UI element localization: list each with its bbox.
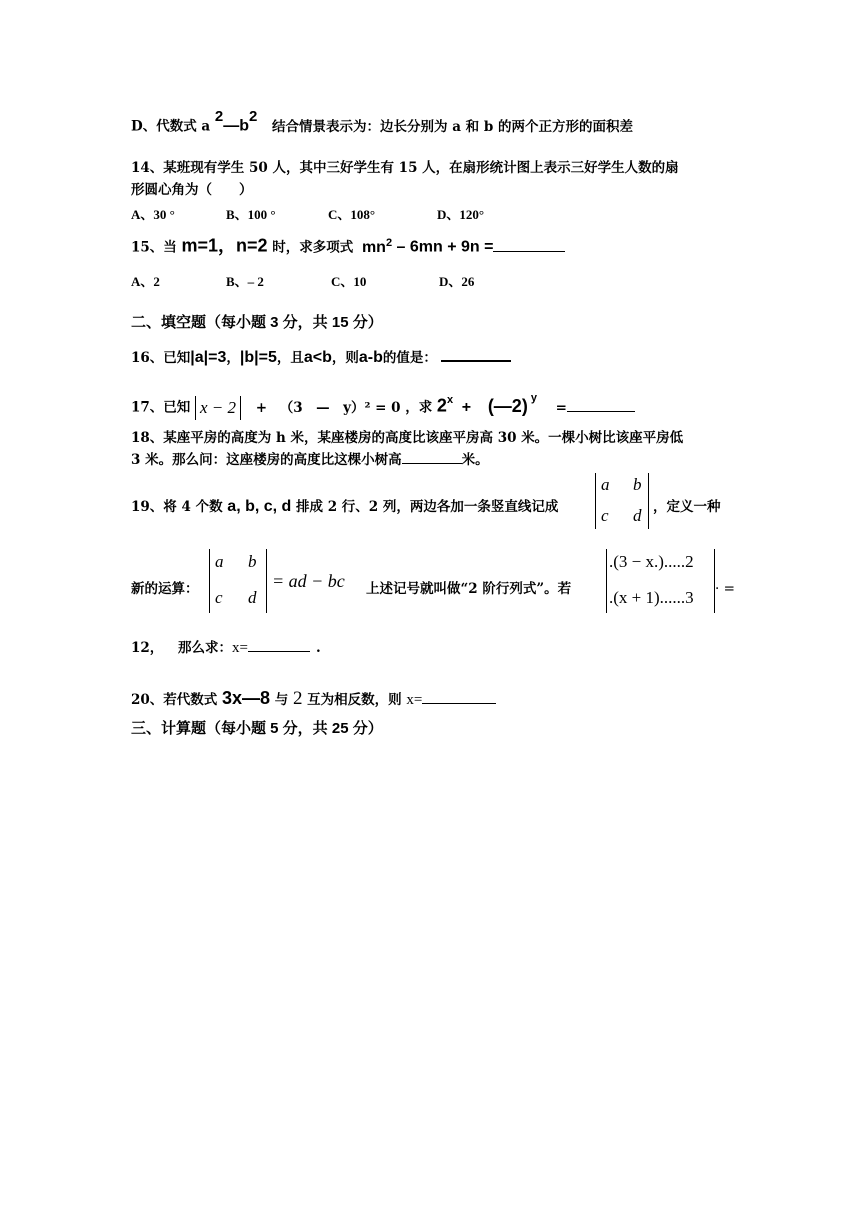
q19-matrix-2-b: b [248,552,257,571]
q17-prefix: 17、已知 [131,399,191,416]
q16-mid-2: ，则 [331,350,359,366]
q19-suffix: ，定义一种 [653,499,721,515]
q15-answer-blank[interactable] [493,239,565,252]
q16-prefix: 16、已知 [131,350,191,366]
q16-separator: ， [226,350,240,366]
q20-suffix: 互为相反数，则 [307,692,402,708]
q19-prefix: 19、将 4 个数 [131,499,223,515]
q15-prefix: 15、当 [131,239,177,256]
q16-line [131,348,511,368]
q19-matrix-2-d: d [248,588,257,607]
q20-expression: 3x—8 [222,688,271,708]
q20-x-equals: x= [406,692,423,708]
q15-option-d: D、26 [439,274,475,289]
q19-matrix-1-b: b [633,475,642,494]
q19-matrix-3-row-2: .(x + 1)......3 [609,588,694,607]
q19-line-3 [131,638,321,658]
q16-expression: a-b [358,349,383,366]
q19-matrix-1-c: c [601,506,609,525]
q19-variables: a, b, c, d [227,498,292,515]
q13d-exponent-1: 2 [214,108,224,125]
q15-expr-a: mn [361,238,386,256]
q18-line-2a: 3 米。那么问：这座楼房的高度比这棵小树高 [131,452,402,468]
q19-matrix-2-a: a [215,552,224,571]
q19-line-3b: 那么求： [178,640,232,656]
q19-matrix-3-row-1: .(3 − x.).....2 [609,552,694,571]
q17-plus: + [255,399,268,416]
q20-prefix: 20、若代数式 [131,692,218,708]
q15-expr-b: – 6mn + 9n = [392,238,494,256]
q19-matrix-1-a: a [601,475,610,494]
q14-option-d: D、120° [437,207,485,222]
q17-negative-two: (—2) [487,395,528,416]
q16-answer-blank[interactable] [441,348,511,362]
q14-option-a: A、30 ° [131,207,175,222]
q17-plus-2: + [461,398,472,416]
q19-line-2b: 上述记号就叫做“2 阶行列式”。若 [366,581,572,597]
q17-absolute-value: x − 2 [195,396,241,420]
q15-option-a: A、2 [131,274,160,289]
q19-line-3a: 12， [131,640,164,656]
q17-base-two: 2 [436,395,447,416]
q15-mid: 时，求多项式 [272,239,354,256]
q20-mid: 与 [274,692,289,708]
q19-answer-blank[interactable] [248,639,310,652]
q19-mid: 排成 2 行、2 列，两边各加一条竖直线记成 [296,499,559,515]
q17-equals: = [555,399,567,416]
q20-line [131,688,496,710]
q13d-prefix: D、代数式 a [131,118,211,135]
q19-line-2a: 新的运算： [131,581,199,597]
q19-period: . [315,640,321,656]
q14-line-1: 14、某班现有学生 50 人，其中三好学生有 15 人，在扇形统计图上表示三好学生人数的扇 [131,160,679,176]
q18-line-1: 18、某座平房的高度为 h 米，某座楼房的高度比该座平房高 30 米。一棵小树比该座平房低 [131,430,684,446]
q20-two: 2 [292,688,303,709]
q19-definition-rhs: = ad − bc [272,571,345,591]
q17-answer-blank[interactable] [567,399,635,412]
q15-expr-exponent: 2 [385,237,393,249]
q16-condition: a<b [303,349,332,366]
q19-line-1 [131,497,558,517]
q16-suffix: 的值是： [382,350,437,366]
q14-line-2: 形圆心角为（ ） [131,182,253,198]
q18-answer-blank[interactable] [402,451,462,464]
q13d-exponent-2: 2 [248,108,258,125]
q19-matrix-1-d: d [633,506,642,525]
q17-exponent-y: y [530,392,537,404]
q15-line [131,233,565,258]
q14-option-b: B、100 ° [226,207,276,222]
q20-answer-blank[interactable] [422,691,496,704]
q17-mid: ，求 [405,399,433,416]
q17-square-term: （3 — y）² = 0 [279,399,401,416]
q19-x-equals: x= [232,640,248,656]
q18-line-2b: 米。 [461,452,489,468]
q19-matrix-2-c: c [215,588,223,607]
q18-line-2 [131,450,489,470]
q15-condition: m=1，n=2 [181,235,268,256]
q14-option-c: C、108° [328,207,376,222]
q16-abs-a: |a|=3 [190,349,227,366]
q16-mid: ，且 [276,350,304,366]
q13-option-d [131,108,634,137]
section-2-title: 二、填空题（每小题 3 分，共 15 分） [131,314,383,331]
section-3-title: 三、计算题（每小题 5 分，共 25 分） [131,720,383,737]
q17-exponent-x: x [446,394,454,406]
q13d-dash-b: —b [223,117,249,135]
q15-option-c: C、10 [331,274,367,289]
q16-abs-b: |b|=5 [239,349,277,366]
q13d-suffix: 结合情景表示为：边长分别为 a 和 b 的两个正方形的面积差 [272,118,634,135]
q15-option-b: B、– 2 [226,274,264,289]
q19-tail: · = [715,581,735,597]
q17-line [131,393,635,420]
